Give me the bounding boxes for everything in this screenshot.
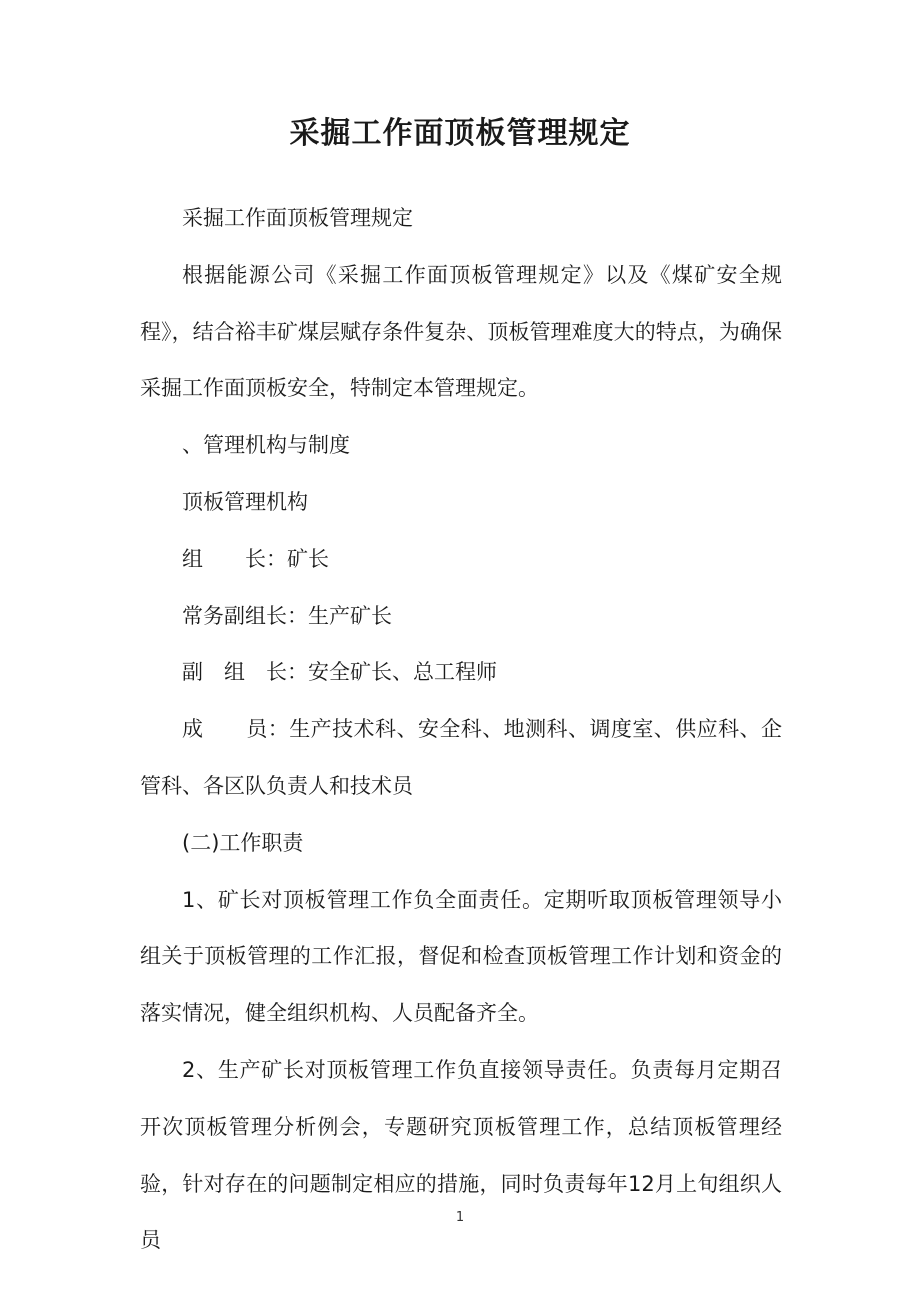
member-deputy: 副 组 长：安全矿长、总工程师: [182, 660, 497, 685]
section-heading-duties: (二)工作职责: [182, 830, 304, 855]
page-number: 1: [455, 1210, 465, 1225]
document-title: 采掘工作面顶板管理规定: [289, 116, 631, 151]
paragraph-intro: 根据能源公司《采掘工作面顶板管理规定》以及《煤矿安全规程》，结合裕丰矿煤层赋存条件复杂、顶板管理难度大的特点，为确保采掘工作面顶板安全，特制定本管理规定。: [140, 262, 782, 401]
member-members: 成 员：生产技术科、安全科、地测科、调度室、供应科、企管科、各区队负责人和技术员: [140, 717, 782, 798]
member-executive-deputy: 常务副组长：生产矿长: [182, 603, 392, 628]
duty-item-1: 1、矿长对顶板管理工作负全面责任。定期听取顶板管理领导小组关于顶板管理的工作汇报，督促和检查顶板管理工作计划和资金的落实情况，健全组织机构、人员配备齐全。: [140, 887, 782, 1026]
duty-item-2: 2、生产矿长对顶板管理工作负直接领导责任。负责每月定期召开次顶板管理分析例会，专题研究顶板管理工作，总结顶板管理经验，针对存在的问题制定相应的措施，同时负责每年12月上旬组织人员: [140, 1057, 782, 1253]
section-heading-organization: 、管理机构与制度: [182, 433, 350, 458]
document-body: [140, 190, 782, 1269]
paragraph-subtitle: 采掘工作面顶板管理规定: [182, 206, 413, 230]
subheading-roof-management-body: 顶板管理机构: [182, 489, 308, 514]
member-leader: 组 长：矿长: [182, 546, 329, 571]
